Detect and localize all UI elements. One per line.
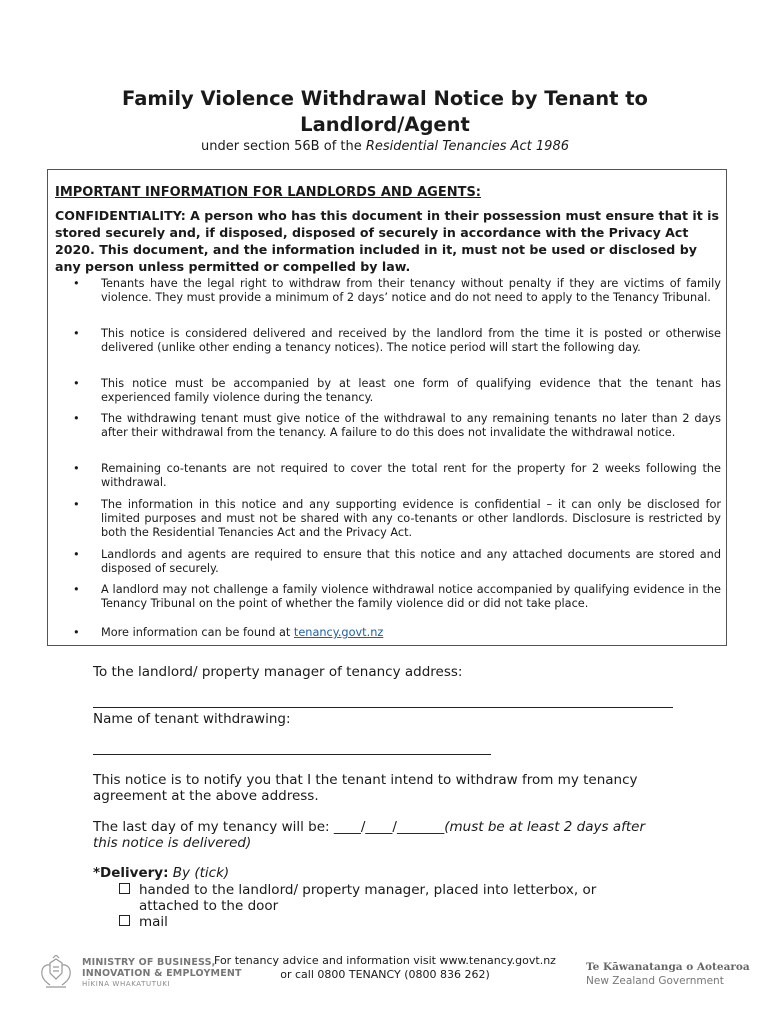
title-line-1: Family Violence Withdrawal Notice by Tenant to: [122, 87, 648, 110]
info-box-heading: IMPORTANT INFORMATION FOR LANDLORDS AND AGENTS:: [55, 185, 482, 200]
ministry-line-2: INNOVATION & EMPLOYMENT: [82, 968, 242, 979]
bullet-text: Tenants have the legal right to withdraw from their tenancy without penalty if they are victims of family violence. They must provide a minimum of 2 days’ notice and do not need to apply to the Tenancy Tribunal.: [101, 277, 721, 305]
advice-line-2: or call 0800 TENANCY (0800 836 262): [280, 968, 490, 981]
address-input-line[interactable]: [93, 707, 673, 708]
address-label: To the landlord/ property manager of tenancy address:: [93, 664, 463, 680]
tenancy-advice: [200, 954, 570, 982]
bullet-symbol: •: [73, 548, 80, 561]
last-day-statement: [93, 819, 653, 851]
subtitle-prefix: under section 56B of the: [200, 139, 366, 154]
document-title: [60, 86, 710, 138]
nz-government-logo: [586, 961, 756, 987]
subtitle-act: Residential Tenancies Act 1986: [365, 139, 569, 154]
more-info-text: [101, 626, 721, 640]
bullet-symbol: •: [73, 412, 80, 425]
confidentiality-notice: CONFIDENTIALITY: A person who has this document in their possession must ensure that it is stored securely and, if disposed, disposed of securely in accordance with the Privacy Act 2020. This document, and the information included in it, must not be used or disclosed by any person unless permitted or compelled by law.: [55, 208, 719, 274]
coat-of-arms-icon: [36, 955, 76, 991]
gov-line-1: Te Kāwanatanga o Aotearoa: [586, 961, 750, 973]
delivery-hint: By (tick): [172, 865, 230, 881]
bullet-symbol: •: [73, 327, 80, 340]
bullet-symbol: •: [73, 498, 80, 511]
delivery-label: *Delivery:: [93, 865, 169, 881]
last-day-prefix[interactable]: The last day of my tenancy will be: ____/____/_______: [93, 819, 445, 835]
more-info-prefix: More information can be found at: [101, 626, 294, 639]
bullet-text: The withdrawing tenant must give notice of the withdrawal to any remaining tenants no later than 2 days after their withdrawal from the tenancy. A failure to do this does not invalidate the withdrawal notice.: [101, 412, 721, 440]
delivery-option-mail-label: mail: [139, 914, 168, 930]
tenancy-link[interactable]: tenancy.govt.nz: [293, 626, 384, 639]
bullet-symbol: •: [73, 377, 80, 390]
bullet-text: This notice is considered delivered and received by the landlord from the time it is posted or otherwise delivered (unlike other ending a tenancy notices). The notice period will start the following day.: [101, 327, 721, 355]
bullet-symbol: •: [73, 583, 80, 596]
delivery-option-mail-checkbox[interactable]: [119, 915, 130, 926]
notify-statement: This notice is to notify you that I the tenant intend to withdraw from my tenancy agreement at the above address.: [93, 772, 638, 804]
tenant-name-input-line[interactable]: [93, 754, 491, 755]
bullet-text: Remaining co-tenants are not required to cover the total rent for the property for 2 weeks following the withdrawal.: [101, 462, 721, 490]
title-line-2: Landlord/Agent: [300, 113, 470, 136]
delivery-option-hand-checkbox[interactable]: [119, 883, 130, 894]
bullet-symbol: •: [73, 626, 80, 639]
advice-line-1: For tenancy advice and information visit www.tenancy.govt.nz: [214, 954, 556, 967]
last-day-note: (must be at least 2 days after this notice is delivered): [93, 819, 646, 851]
bullet-text: Landlords and agents are required to ensure that this notice and any attached documents are stored and disposed of securely.: [101, 548, 721, 576]
bullet-symbol: •: [73, 462, 80, 475]
gov-line-2: New Zealand Government: [586, 975, 724, 987]
delivery-heading: [93, 865, 673, 881]
bullet-text: A landlord may not challenge a family violence withdrawal notice accompanied by qualifying evidence in the Tenancy Tribunal on the point of whether the family violence did or did not take place.: [101, 583, 721, 611]
important-info-box: [47, 169, 727, 646]
document-subtitle: [60, 139, 710, 154]
tenant-name-label: Name of tenant withdrawing:: [93, 711, 291, 727]
ministry-line-1: MINISTRY OF BUSINESS,: [82, 957, 216, 968]
bullet-symbol: •: [73, 277, 80, 290]
delivery-option-hand-label: handed to the landlord/ property manager, placed into letterbox, or attached to the door: [139, 882, 597, 914]
bullet-text: This notice must be accompanied by at least one form of qualifying evidence that the tenant has experienced family violence during the tenancy.: [101, 377, 721, 405]
ministry-line-3: HĪKINA WHAKATUTUKI: [82, 980, 171, 988]
bullet-text: The information in this notice and any supporting evidence is confidential – it can only be disclosed for limited purposes and must not be shared with any co-tenants or other landlords. Disclosure is restricted by both the Residential Tenancies Act and the Privacy Act.: [101, 498, 721, 540]
